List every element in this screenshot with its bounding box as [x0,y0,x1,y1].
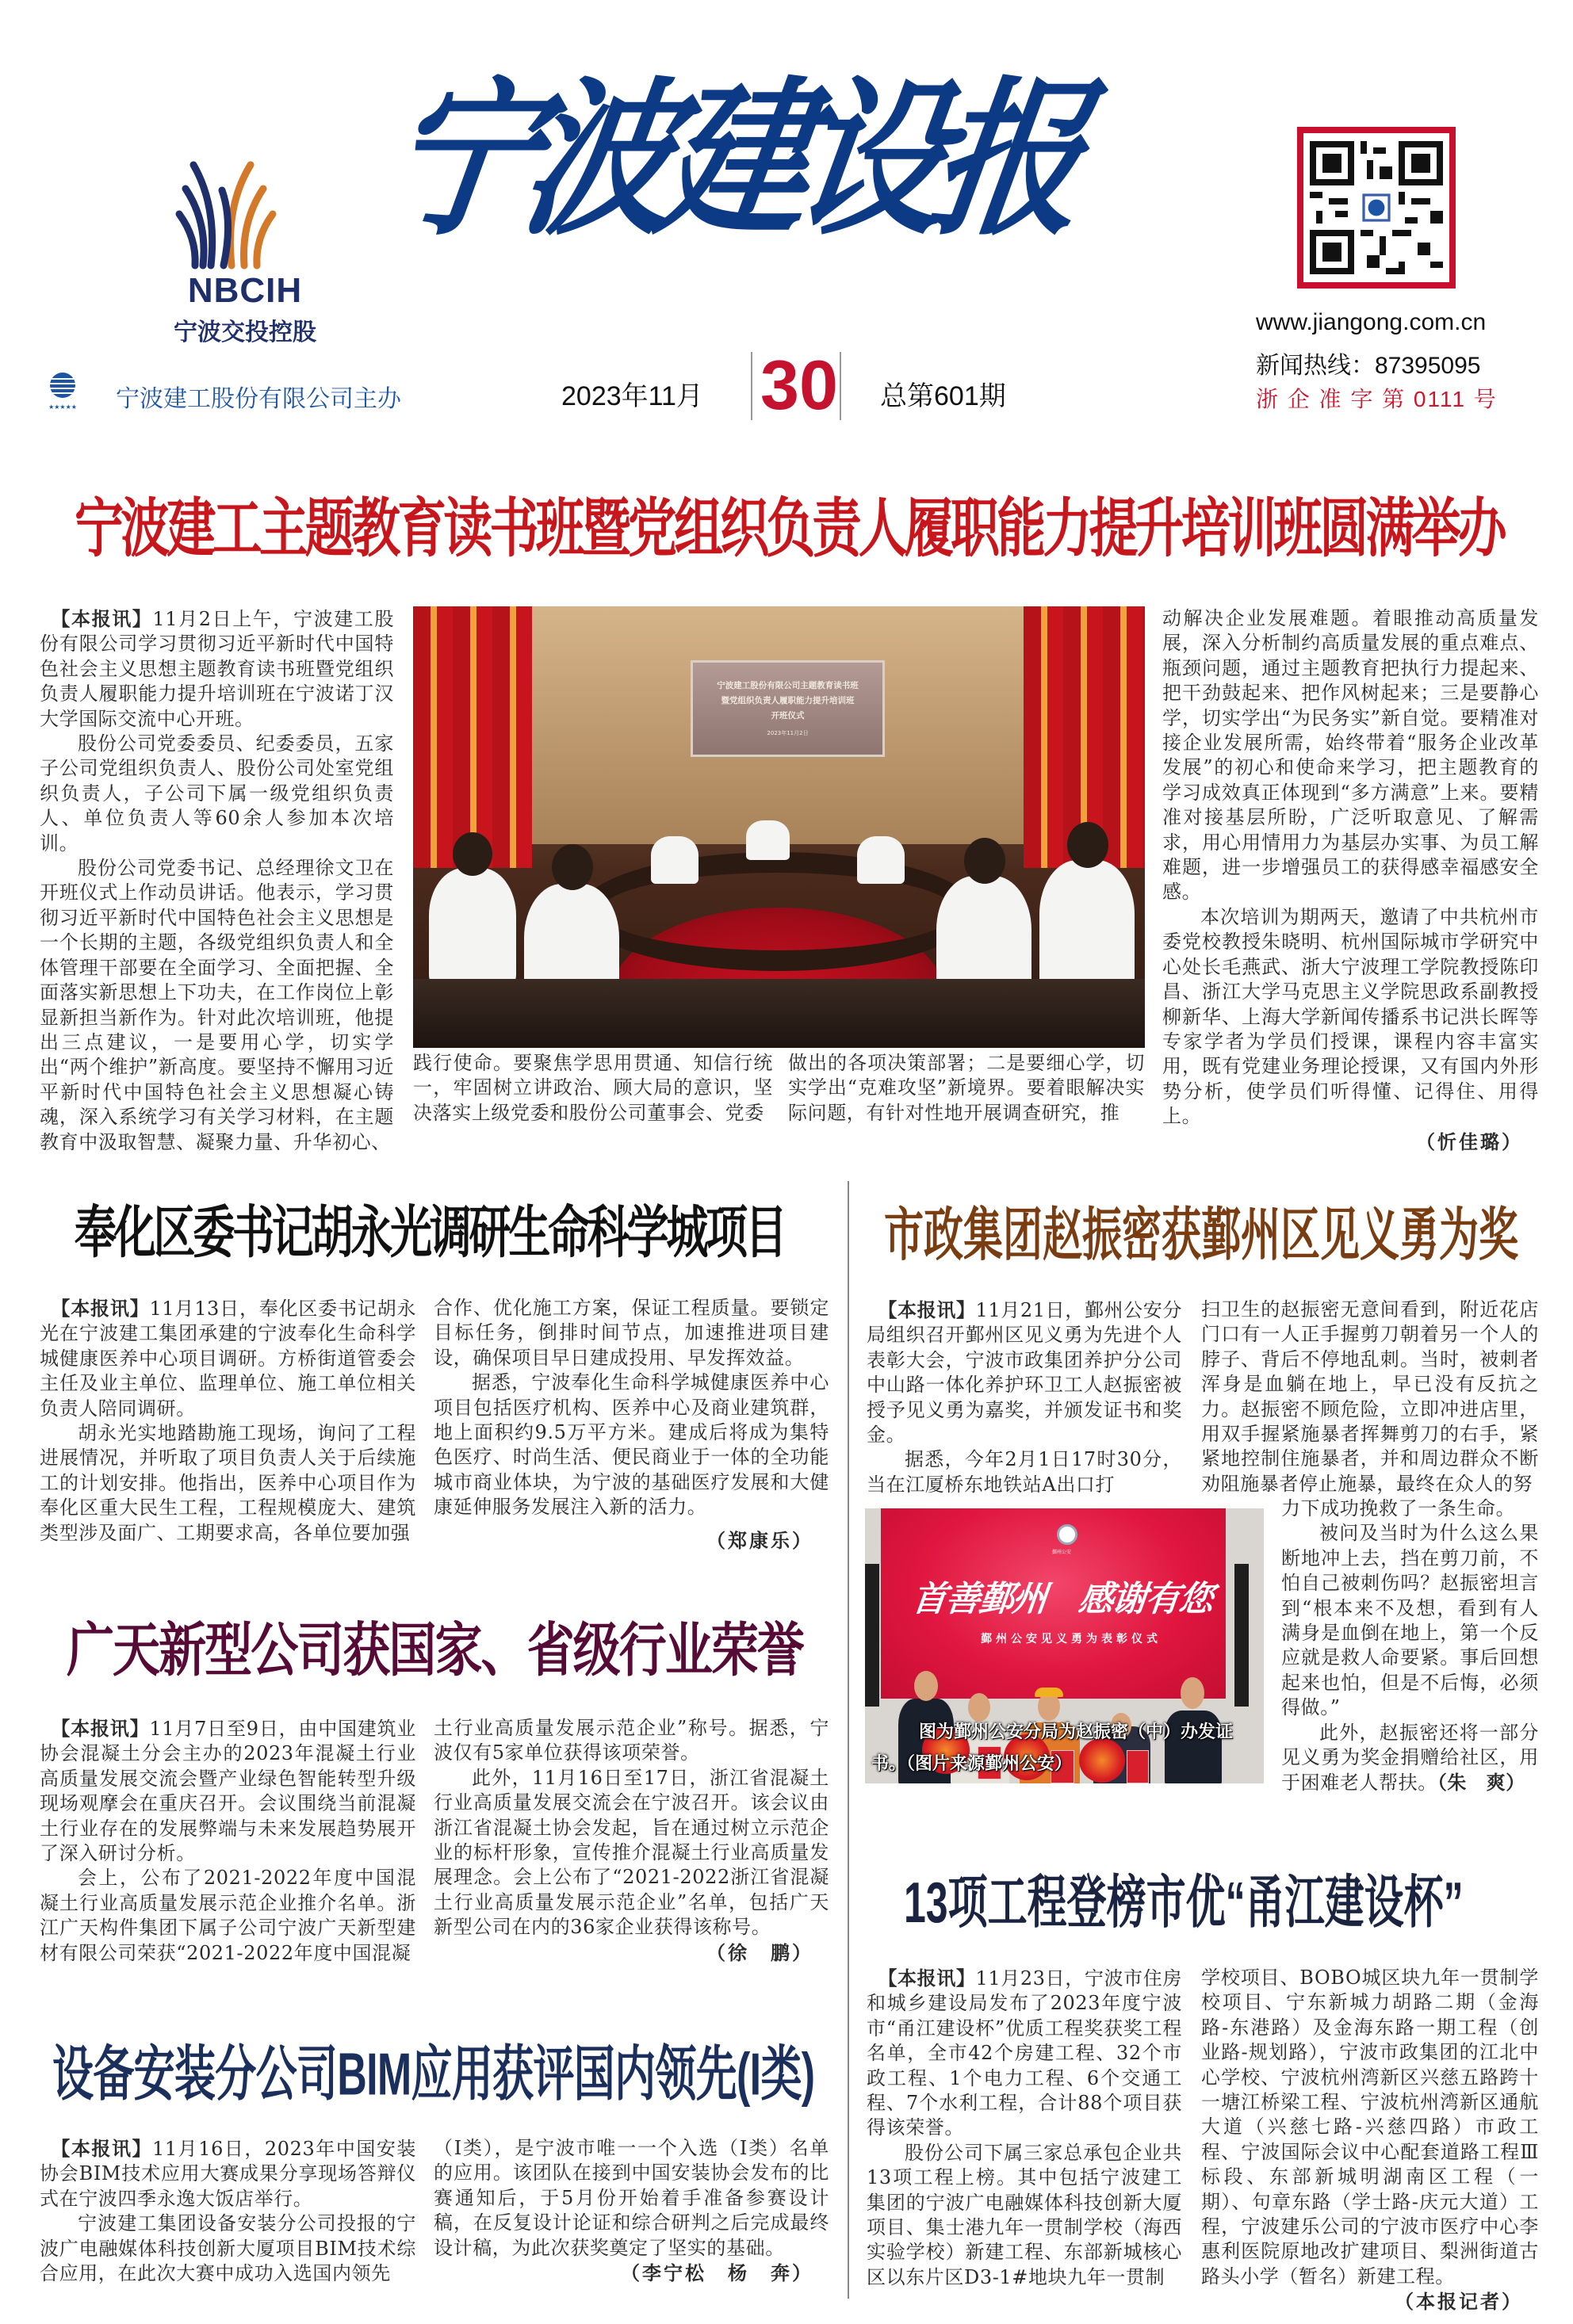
face [914,1671,938,1701]
headline-hero[interactable]: 市政集团赵振密获鄞州区见义勇为奖 [884,1202,1518,1267]
award-photo [865,1508,1264,1783]
fenghua-col-right [434,1296,829,1553]
chair-row [413,979,1145,1048]
bim-col-right [434,2136,829,2285]
paragraph: 力下成功挽救了一条生命。 [1281,1497,1516,1519]
training-col-mid1 [413,1051,773,1126]
attendee [429,868,516,987]
speaker [865,1564,879,1707]
speaker [1234,1564,1249,1707]
paragraph: 被问及当时为什么这么果断地冲上去，挡在剪刀前，不怕自己被刺伤吗？赵振密坦言到“根本来不及想，看到有人满身是血倒在地上，第一个反应就是救人命要紧。事后回想起来也怕，但是不后悔，必须得做。” [1281,1522,1539,1719]
svg-text:★★★★★: ★★★★★ [49,403,76,411]
hotline-number: 87395095 [1375,353,1481,379]
screen-subtitle: 鄞州公安见义勇为表彰仪式 [981,1633,1162,1646]
paragraph: 本次培训为期两天，邀请了中共杭州市委党校教授朱晓明、杭州国际城市学研究中心处长毛燕武、浙大宁波理工学院教授陈印昌、浙江大学马克思主义学院思政系副教授柳新华、上海大学新闻传播系书记洪长晖等专家学者为学员们授课，课程内容丰富实用，既有党建业务理论授课，又有国内外形势分析，使学员们听得懂、记得住、用得上。 [1162,905,1539,1128]
logo-stripes-icon [162,159,328,269]
headline-bim[interactable]: 设备安装分公司BIM应用获评国内领先(I类) [52,2041,815,2108]
screen-line: 开班仪式 [771,711,805,721]
paragraph-text: 11月7日至9日，由中国建筑业协会混凝土分会主办的2023年混凝土行业高质量发展交流会暨产业绿色智能转型升级现场观摩会在重庆召开。会议围绕当前混凝土行业存在的发展弊端与未来发展趋势展开了深入研讨分析。 [40,1718,417,1865]
dateline-tag: 【本报讯】 [51,607,153,630]
paragraph-text: 11月2日上午，宁波建工股份有限公司学习贯彻习近平新时代中国特色社会主义思想主题教育读书班暨党组织负责人履职能力提升培训班在宁波诺丁汉大学国际交流中心开班。 [40,608,394,730]
paragraph: 做出的各项决策部署；二是要细心学，切实学出“克难攻坚”新境界。要着眼解决实际问题，有针对性地开展调查研究，推 [788,1052,1145,1124]
logo-text-en: NBCIH [187,271,303,310]
headline-yongjiang[interactable]: 13项工程登榜市优“甬江建设杯” [904,1870,1464,1935]
attendee-head [1067,822,1108,868]
news-hotline [1256,346,1541,380]
paragraph: 合作、优化施工方案，保证工程质量。要锁定目标任务，倒排时间节点，加速推进项目建设，确保项目早日建成投用、早发挥效益。 [434,1297,829,1369]
dateline-tag: 【本报讯】 [51,2137,153,2160]
training-col-left [40,606,394,1155]
byline: （郑康乐） [706,1528,813,1552]
paragraph [40,2136,416,2211]
emblem-label: 鄞州公安 [1052,1550,1072,1555]
hero-col-left [867,1298,1182,1497]
byline: （徐 鹏） [706,1940,813,1964]
paragraph [40,1716,416,1866]
paragraph: 宁波建工集团设备安装分公司投报的宁波广电融媒体科技创新大厦项目BIM技术综合应用，在此次大赛中成功入选国内领先 [40,2212,416,2285]
paragraph [1281,1721,1539,1796]
screen-title: 首善鄞州 感谢有您 [909,1579,1215,1619]
dateline-tag: 【本报讯】 [878,1967,976,1990]
column-divider [848,1181,849,2299]
masthead-title: 宁波建设报 [374,59,1085,258]
yongjiang-col-right [1201,1966,1539,2314]
paragraph: 股份公司党委书记、总经理徐文卫在开班仪式上作动员讲话。他表示，学习贯彻习近平新时代中国特色社会主义思想是一个长期的主题，各级党组织负责人和全体管理干部要在全面学习、全面把握、全面落实新思想上下功夫，在工作岗位上彰显新担当新作为。针对此次培训班，他提出三点建议，一是要用心学，切实学出“两个维护”新高度。要坚持不懈用习近平新时代中国特色社会主义思想凝心铸魂，深入系统学习有关学习材料，在主题教育中汲取智慧、凝聚力量、升华初心、 [40,857,394,1153]
attendee [857,836,905,884]
publication-permit: 浙 企 准 字 第 0111 号 [1256,387,1498,411]
projection-screen [691,660,885,757]
byline: （本报记者） [1395,2290,1523,2314]
paragraph: 胡永光实地踏勘施工现场，询问了工程进展情况，并听取了项目负责人关于后续施工的计划安排。他指出，医养中心项目作为奉化区重大民生工程，工程规模庞大、建筑类型涉及面广、工期要求高，各单位要加强 [40,1422,416,1544]
divider [751,352,752,420]
police-emblem-icon [1057,1524,1077,1545]
issue-day: 30 [760,346,838,424]
attendee [651,836,698,884]
paragraph-text: 11月16日，2023年中国安装协会BIM技术应用大赛成果分享现场答辩仪式在宁波四季永逸大饭店举行。 [40,2138,417,2210]
paragraph-text: 11月23日，宁波市住房和城乡建设局发布了2023年度宁波市“甬江建设杯”优质工程奖获奖工程名单，全市42个房建工程、32个市政工程、1个电力工程、6个交通工程、7个水利工程，合计88个项目获得该荣誉。 [867,1967,1183,2139]
paragraph [40,1296,416,1421]
attendee [1039,860,1135,995]
yongjiang-col-left [867,1966,1182,2290]
byline: （朱 爽） [1437,1771,1525,1795]
headline-guangtian[interactable]: 广天新型公司获国家、省级行业荣誉 [67,1618,803,1683]
byline: （李宁松 杨 奔） [621,2261,813,2285]
dateline-tag: 【本报讯】 [51,1297,150,1320]
nbcih-logo [162,159,328,269]
paragraph: 学校项目、BOBO城区块九年一贯制学校项目、宁东新城力胡路二期（金海路-东港路）及金海东路一期工程（创业路-规划路），宁波市政集团的江北中心学校、宁波杭州湾新区兴慈五路跨十一塘江桥梁工程、宁波杭州湾新区通航大道（兴慈七路-兴慈四路）市政工程、宁波国际会议中心配套道路工程Ⅲ标段、东部新城明湖南区工程（一期）、句章东路（学士路-庆元大道）工程，宁波建乐公司的宁波市医疗中心李惠利医院原地改扩建项目、梨洲街道古路头小学（暂名）新建工程。 [1201,1967,1539,2288]
paragraph: 此外，11月16日至17日，浙江省混凝土行业高质量发展交流会在宁波召开。该会议由浙江省混凝土协会发起，旨在通过树立示范企业的标杆形象，宣传推介混凝土行业高质量发展理念。会上公布了“2021-2022浙江省混凝土行业高质量发展示范企业”名单，包括广天新型公司在内的36家企业获得该称号。 [434,1766,829,1939]
guangtian-col-left [40,1716,416,1966]
byline: （忻佳璐） [1416,1130,1523,1153]
hero-col-lower [1281,1496,1539,1796]
paragraph [867,1966,1182,2141]
paragraph-text: 11月13日，奉化区委书记胡永光在宁波建工集团承建的宁波奉化生命科学城健康医养中心项目调研。方桥街道管委会主任及业主单位、监理单位、施工单位相关负责人陪同调研。 [40,1298,417,1420]
training-photo [413,606,1145,1048]
issue-number: 总第601期 [880,381,1006,411]
training-col-right [1162,606,1539,1154]
dateline-tag: 【本报讯】 [878,1298,976,1321]
conference-table [580,852,976,971]
paragraph: 股份公司下属三家总承包企业共13项工程上榜。其中包括宁波建工集团的宁波广电融媒体科技创新大厦项目、集士港九年一贯制学校（海西实验学校）新建工程、东部新城核心区以东片区D3-1#地块九年一贯制 [867,2141,1182,2288]
curtain-left [413,606,532,868]
hero-col-right [1201,1298,1539,1496]
website-link[interactable]: www.jiangong.com.cn [1256,309,1487,335]
attendee-head [964,838,1005,884]
attendee [746,820,790,860]
paragraph: 股份公司党委委员、纪委委员，五家子公司党组织负责人、股份公司处室党组织负责人，子公司下属一级党组织负责人、单位负责人等60余人参加本次培训。 [40,732,394,854]
fenghua-col-left [40,1296,416,1546]
attendee-head [453,832,492,876]
logo-text-cn: 宁波交投控股 [174,319,316,346]
paragraph: 会上，公布了2021-2022年度中国混凝土行业高质量发展示范企业推介名单。浙江广天构件集团下属子公司宁波广天新型建材有限公司荣获“2021-2022年度中国混凝 [40,1867,416,1964]
training-col-mid2 [788,1051,1145,1126]
paragraph: 据悉，宁波奉化生命科学城健康医养中心项目包括医疗机构、医养中心及商业建筑群，地上面积约9.5万平方米。建成后将成为集特色医疗、时尚生活、便民商业于一体的全功能城市商业体块，为宁波的基础医疗发展和大健康延伸服务发展注入新的活力。 [434,1371,829,1519]
paragraph-text: 11月21日，鄞州公安分局组织召开鄞州区见义勇为先进个人表彰大会，宁波市政集团养护分公司中山路一体化养护环卫工人赵振密被授予见义勇为嘉奖，并颁发证书和奖金。 [867,1299,1183,1447]
led-screen [881,1508,1226,1699]
qr-code [1297,127,1456,289]
sponsor-line: 宁波建工股份有限公司主办 [116,386,401,412]
headline-training[interactable]: 宁波建工主题教育读书班暨党组织负责人履职能力提升培训班圆满举办 [75,493,1504,565]
screen-line: 暨党组织负责人履职能力提升培训班 [721,696,855,705]
paragraph: 据悉，今年2月1日17时30分，当在江厦桥东地铁站A出口打 [867,1448,1182,1496]
attendee-head [552,844,593,890]
guangtian-col-right [434,1716,829,1965]
qr-code-icon [1303,133,1449,282]
paragraph: 土行业高质量发展示范企业”称号。据悉，宁波仅有5家单位获得该项荣誉。 [434,1717,829,1764]
paragraph: 动解决企业发展难题。着眼推动高质量发展，深入分析制约高质量发展的重点难点、瓶颈问题，通过主题教育把执行力提起来、把干劲鼓起来、把作风树起来；三是要静心学，切实学出“为民务实”新自觉。要精准对接企业发展所需，始终带着“服务企业改革发展”的初心和使命来学习，把主题教育的学习成效真正体现到“多方满意”上来。要精准对接基层所盼，广泛听取意见、了解需求，用心用情用力为基层办实事、为员工解难题，进一步增强员工的获得感幸福感安全感。 [1162,607,1539,904]
paragraph [867,1298,1182,1447]
photo-caption: 图为鄞州公安分局为赵振密（中）办发证书。（图片来源鄞州公安） [871,1722,1234,1774]
paragraph: 扫卫生的赵振密无意间看到，附近花店门口有一人正手握剪刀朝着另一个人的脖子、背后不停地乱刺。当时，被刺者浑身是血躺在地上，早已没有反抗之力。赵振密不顾危险，立即冲进店里，用双手握紧施暴者挥舞剪刀的右手，紧紧地控制住施暴者，并和周边群众不断劝阻施暴者停止施暴，最终在众人的努 [1201,1298,1539,1495]
paragraph [40,606,394,732]
dateline-tag: 【本报讯】 [51,1717,150,1740]
paragraph: 践行使命。要聚焦学思用贯通、知信行统一，牢固树立讲政治、顾大局的意识，坚决落实上级党委和股份公司董事会、党委 [413,1052,773,1124]
screen-line: 宁波建工股份有限公司主题教育读书班 [717,681,859,690]
paragraph-text: 此外，赵振密还将一部分见义勇为奖金捐赠给社区，用于困难老人帮扶。 [1281,1721,1539,1795]
face [1181,1677,1204,1709]
divider [840,352,841,420]
screen-date: 2023年11月2日 [767,730,809,736]
issue-date: 2023年11月 [561,381,703,411]
company-globe-icon [49,369,76,417]
hotline-label: 新闻热线： [1256,353,1375,379]
cap [1035,1688,1063,1697]
bim-col-left [40,2136,416,2286]
paragraph: （I类），是宁波市唯一一个入选（I类）名单的应用。该团队在接到中国安装协会发布的比赛通知后，于5月份开始着手准备参赛设计稿，在反复设计论证和综合研判之后完成最终设计稿，为此次获奖奠定了坚实的基础。 [434,2137,829,2259]
headline-fenghua[interactable]: 奉化区委书记胡永光调研生命科学城项目 [75,1201,785,1265]
